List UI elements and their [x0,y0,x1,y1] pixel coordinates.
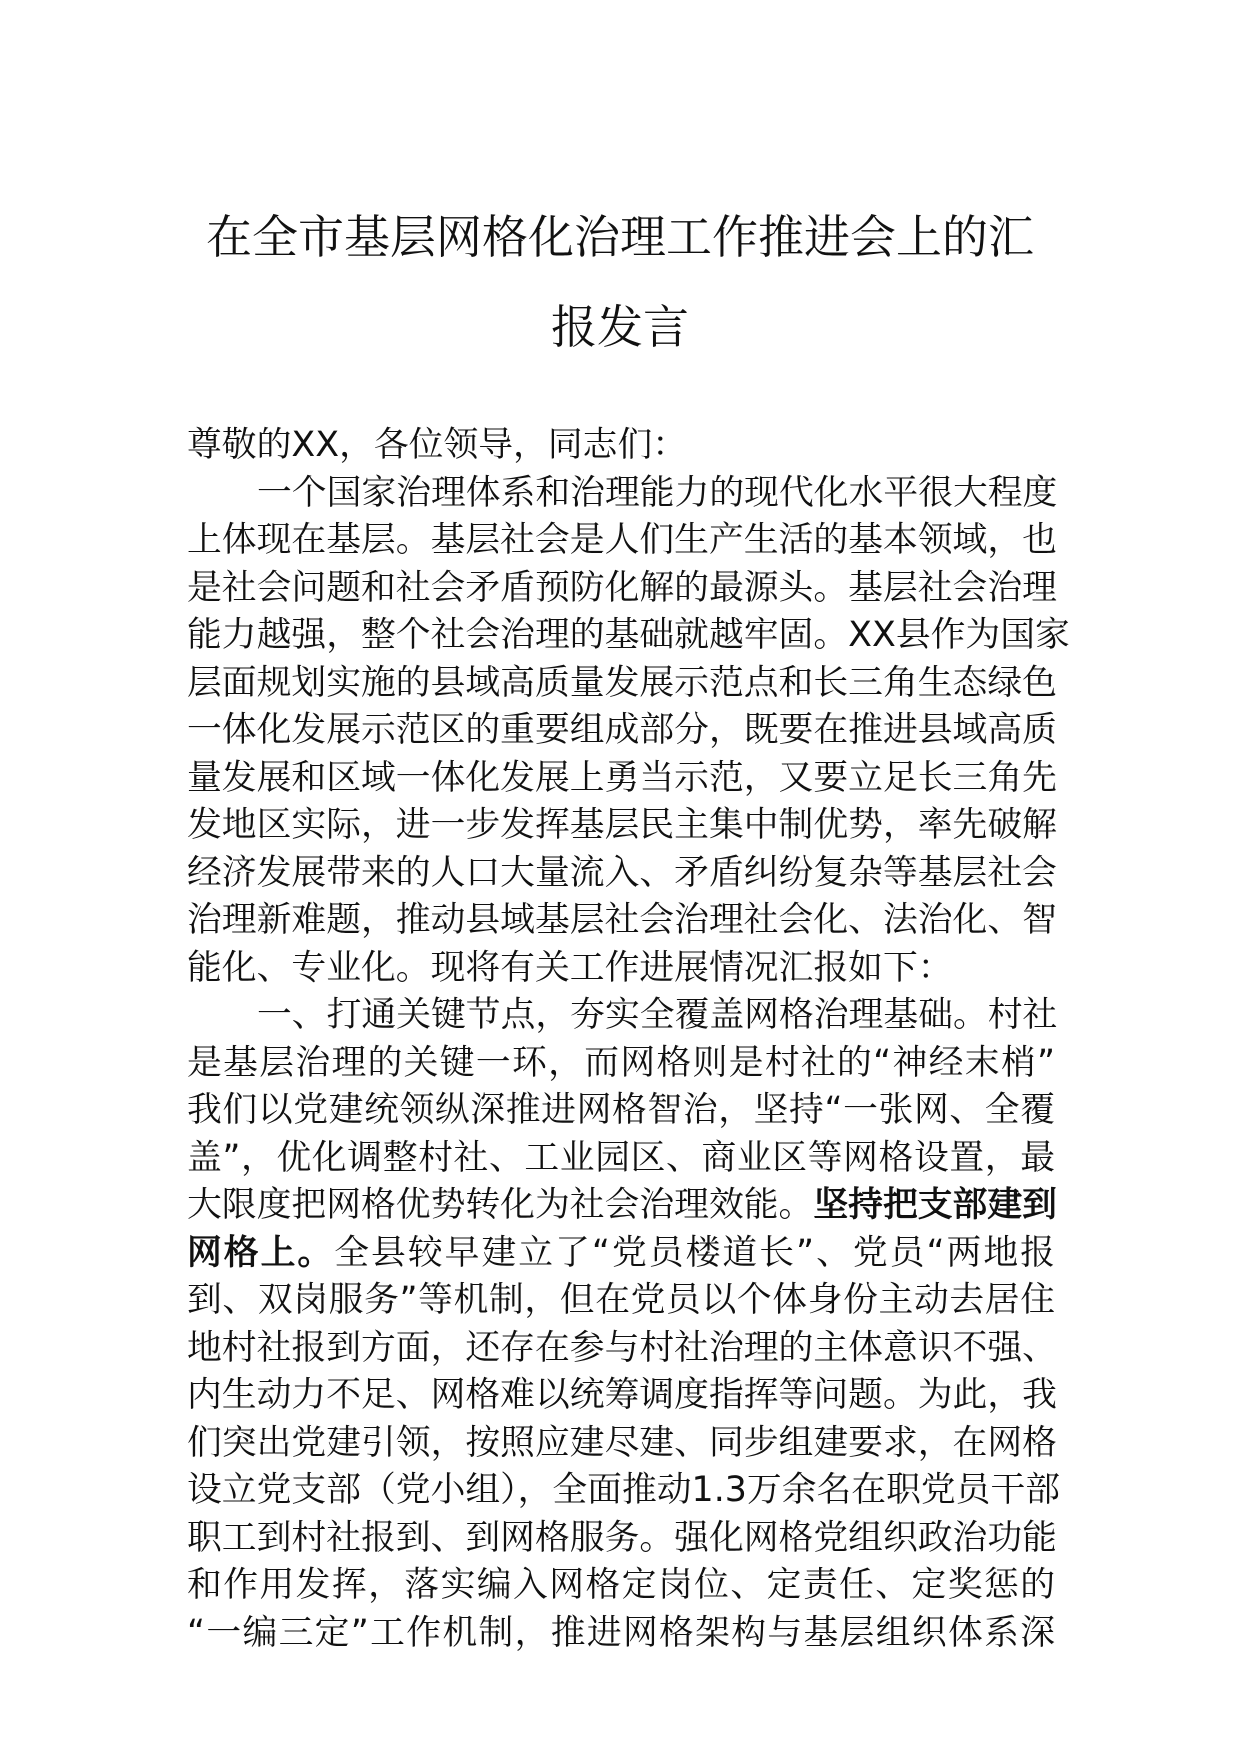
paragraph-2-line: 是基层治理的关键一环，而网格则是村社的“神经末梢” [187,1042,1055,1083]
paragraph-2-line: 们突出党建引领，按照应建尽建、同步组建要求，在网格 [187,1422,1057,1463]
paragraph-2-line: 内生动力不足、网格难以统筹调度指挥等问题。为此，我 [187,1375,1057,1415]
paragraph-1-line: 经济发展带来的人口大量流入、矛盾纠纷复杂等基层社会 [187,852,1057,893]
paragraph-2-line: 职工到村社报到、到网格服务。强化网格党组织政治功能 [187,1517,1057,1558]
paragraph-2-line: 一、打通关键节点，夯实全覆盖网格治理基础。村社 [257,995,1058,1035]
paragraph-1-line: 一体化发展示范区的重要组成部分，既要在推进县域高质 [187,710,1057,750]
document-body [187,422,1070,1657]
document-title [186,192,1054,372]
paragraph-1-line: 一个国家治理体系和治理能力的现代化水平很大程度 [257,472,1058,513]
paragraph-2-line-with-bold [187,1230,1055,1278]
title-line-2: 报发言 [551,300,689,354]
paragraph-1-line: 治理新难题，推动县域基层社会治理社会化、法治化、智 [187,900,1057,940]
paragraph-2-text: 全县较早建立了“党员楼道长”、党员“两地报 [334,1232,1055,1273]
paragraph-2-line: 我们以党建统领纵深推进网格智治，坚持“一张网、全覆 [187,1090,1055,1130]
title-line-1: 在全市基层网格化治理工作推进会上的汇 [206,210,1034,264]
paragraph-2-line: “一编三定”工作机制，推进网格架构与基层组织体系深 [187,1612,1055,1653]
paragraph-1-line: 量发展和区域一体化发展上勇当示范，又要立足长三角先 [187,757,1057,798]
paragraph-2-line: 设立党支部（党小组），全面推动1.3万余名在职党员干部 [187,1470,1061,1510]
paragraph-2-line: 盖”，优化调整村社、工业园区、商业区等网格设置，最 [187,1137,1055,1178]
salutation: 尊敬的XX，各位领导，同志们： [187,425,688,465]
paragraph-2-line-with-bold [187,1182,1055,1230]
paragraph-2-line: 和作用发挥，落实编入网格定岗位、定责任、定奖惩的 [187,1565,1055,1605]
bold-heading-part-2: 网格上。 [187,1232,335,1273]
paragraph-1-line: 能力越强，整个社会治理的基础就越牢固。XX县作为国家 [187,615,1070,655]
paragraph-1-line: 上体现在基层。基层社会是人们生产生活的基本领域，也 [187,520,1057,560]
paragraph-2-text: 大限度把网格优势转化为社会治理效能。 [187,1185,814,1225]
paragraph-1-line: 能化、专业化。现将有关工作进展情况汇报如下： [187,947,953,988]
paragraph-1-line: 是社会问题和社会矛盾预防化解的最源头。基层社会治理 [187,567,1057,608]
paragraph-2-line: 到、双岗服务”等机制，但在党员以个体身份主动去居住 [187,1280,1055,1320]
paragraph-2-line: 地村社报到方面，还存在参与村社治理的主体意识不强、 [187,1327,1057,1368]
paragraph-1-line: 层面规划实施的县域高质量发展示范点和长三角生态绿色 [187,662,1057,703]
bold-heading-part-1: 坚持把支部建到 [813,1185,1057,1225]
paragraph-1-line: 发地区实际，进一步发挥基层民主集中制优势，率先破解 [187,805,1057,845]
